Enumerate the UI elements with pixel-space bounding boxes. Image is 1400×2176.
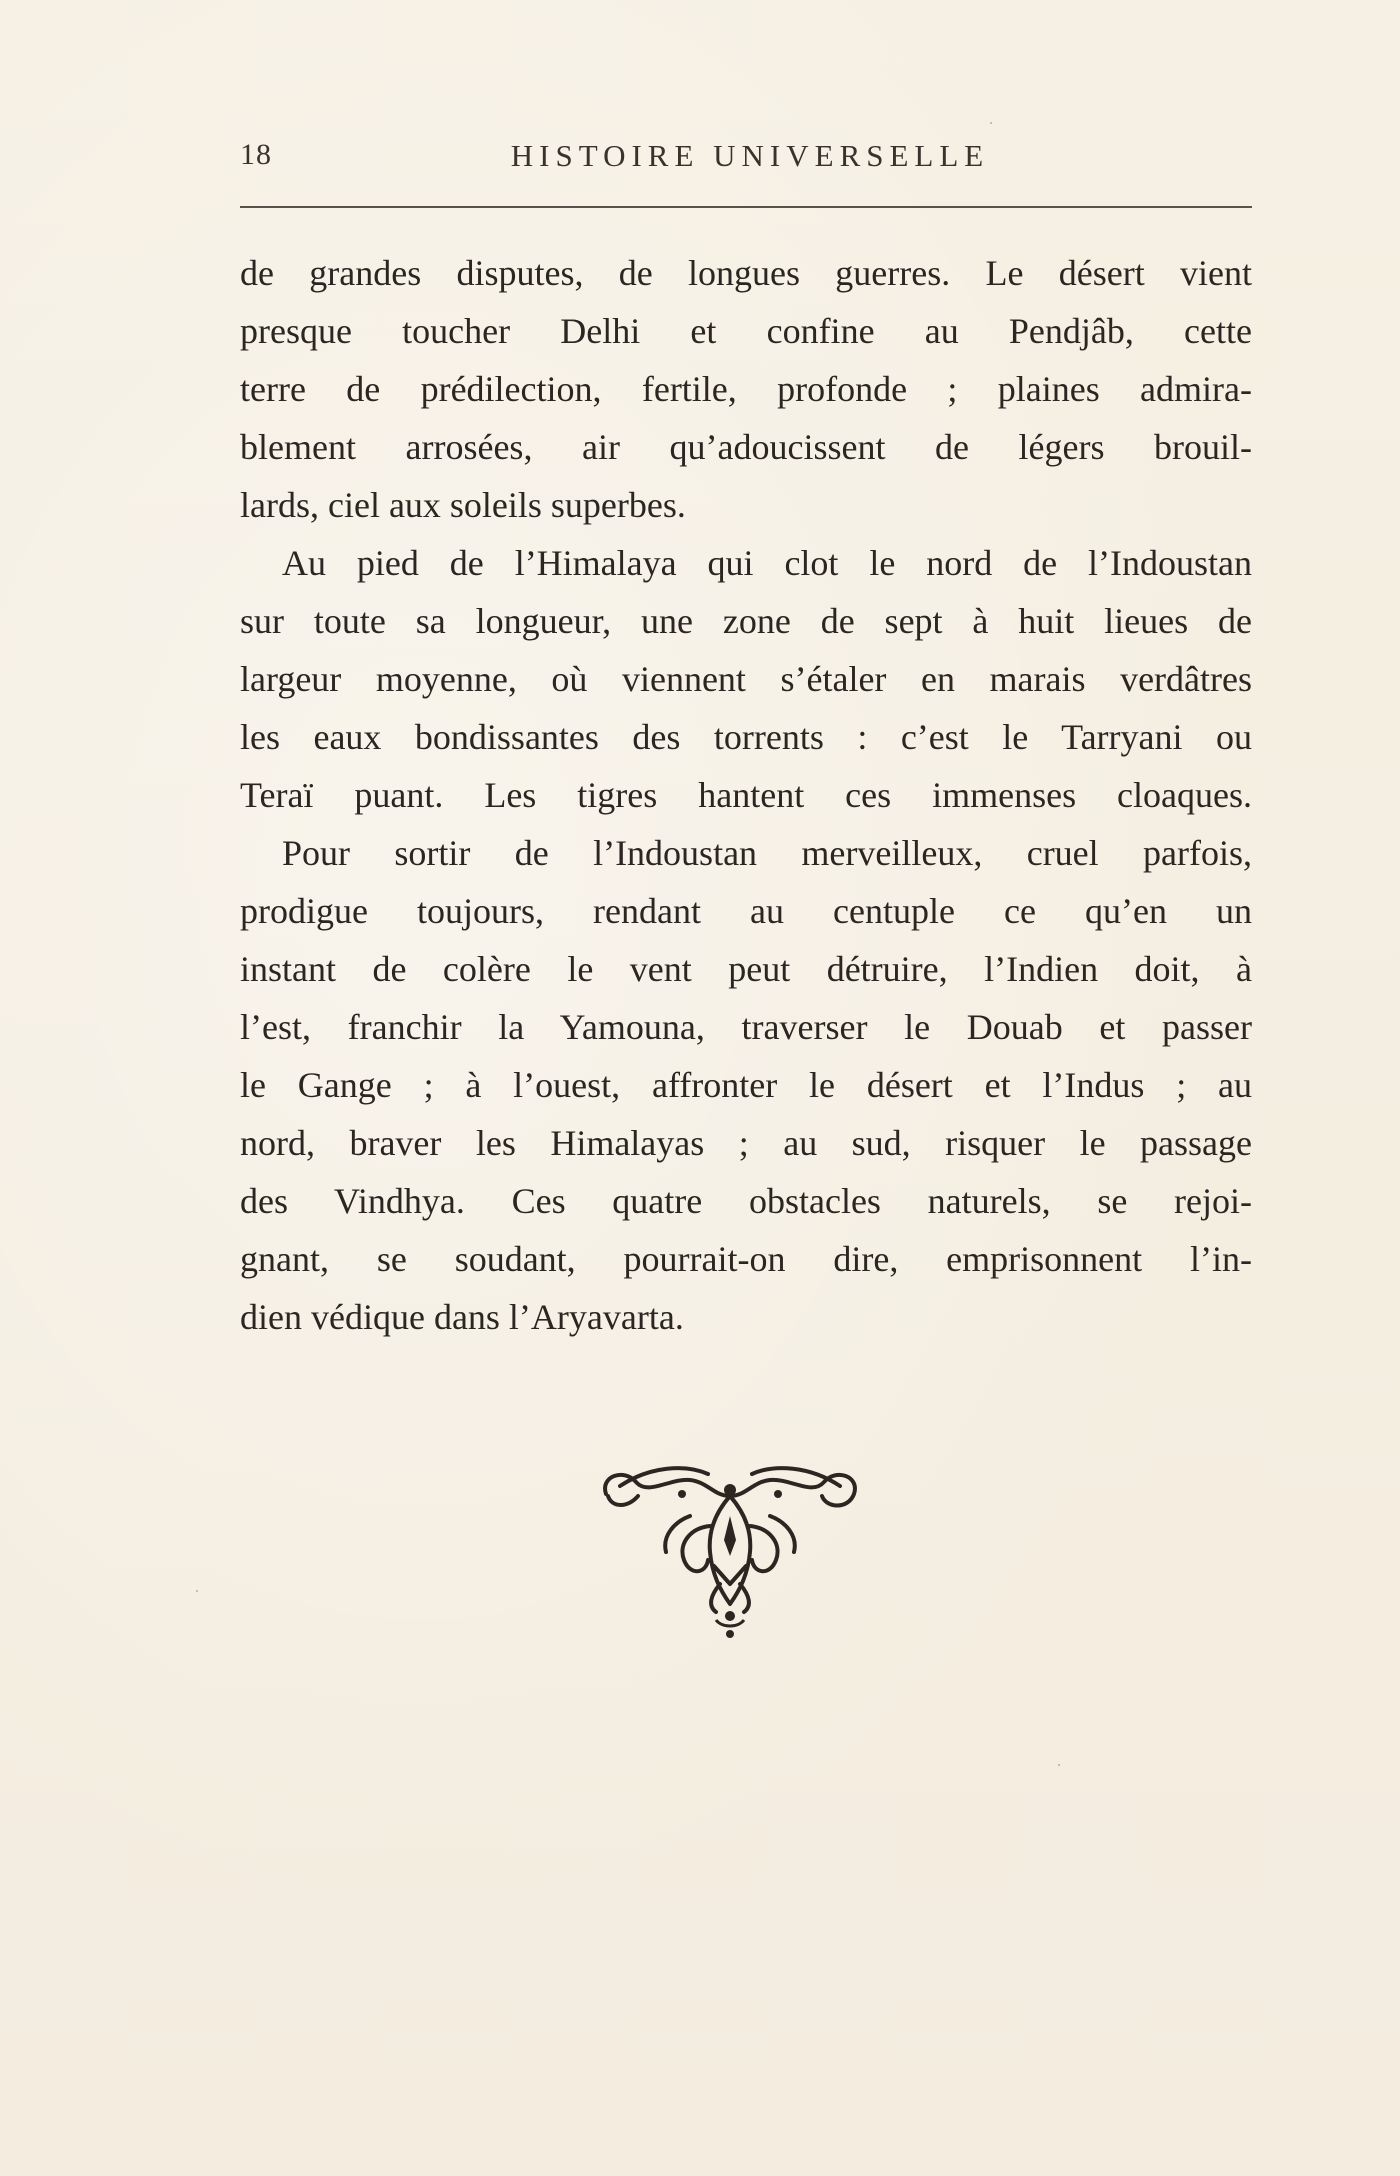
text-line: de grandes disputes, de longues guerres. Le désert vient [240, 253, 1252, 293]
text-line: gnant, se soudant, pourrait-on dire, emprisonnent l’in- [240, 1239, 1252, 1279]
text-line: dien védique dans l’Aryavarta. [240, 1297, 684, 1337]
paper-speck [990, 122, 992, 124]
text-line: nord, braver les Himalayas ; au sud, risquer le passage [240, 1123, 1252, 1163]
header-rule [240, 206, 1252, 208]
text-line: sur toute sa longueur, une zone de sept à huit lieues de [240, 601, 1252, 641]
text-line: blement arrosées, air qu’adoucissent de légers brouil- [240, 427, 1252, 467]
page-number: 18 [240, 138, 272, 171]
text-line: instant de colère le vent peut détruire, l’Indien doit, à [240, 949, 1252, 989]
tailpiece-ornament-icon [590, 1456, 870, 1646]
paragraph-start-line: Au pied de l’Himalaya qui clot le nord de l’Indoustan [282, 543, 1252, 583]
text-line: presque toucher Delhi et confine au Pendjâb, cette [240, 311, 1252, 351]
text-line: Teraï puant. Les tigres hantent ces immenses cloaques. [240, 775, 1252, 815]
text-line: lards, ciel aux soleils superbes. [240, 485, 686, 525]
text-line: les eaux bondissantes des torrents : c’est le Tarryani ou [240, 717, 1252, 757]
text-line: le Gange ; à l’ouest, affronter le désert et l’Indus ; au [240, 1065, 1252, 1105]
text-line: largeur moyenne, où viennent s’étaler en marais verdâtres [240, 659, 1252, 699]
paper-speck [196, 1590, 198, 1592]
page-header [240, 138, 1252, 186]
text-line: l’est, franchir la Yamouna, traverser le Douab et passer [240, 1007, 1252, 1047]
text-line: terre de prédilection, fertile, profonde ; plaines admira- [240, 369, 1252, 409]
text-line: des Vindhya. Ces quatre obstacles naturels, se rejoi- [240, 1181, 1252, 1221]
paper-speck [1058, 1764, 1060, 1766]
paragraph-start-line: Pour sortir de l’Indoustan merveilleux, cruel parfois, [282, 833, 1252, 873]
text-line: prodigue toujours, rendant au centuple ce qu’en un [240, 891, 1252, 931]
body-text [240, 244, 1252, 1346]
running-title: HISTOIRE UNIVERSELLE [510, 138, 990, 173]
